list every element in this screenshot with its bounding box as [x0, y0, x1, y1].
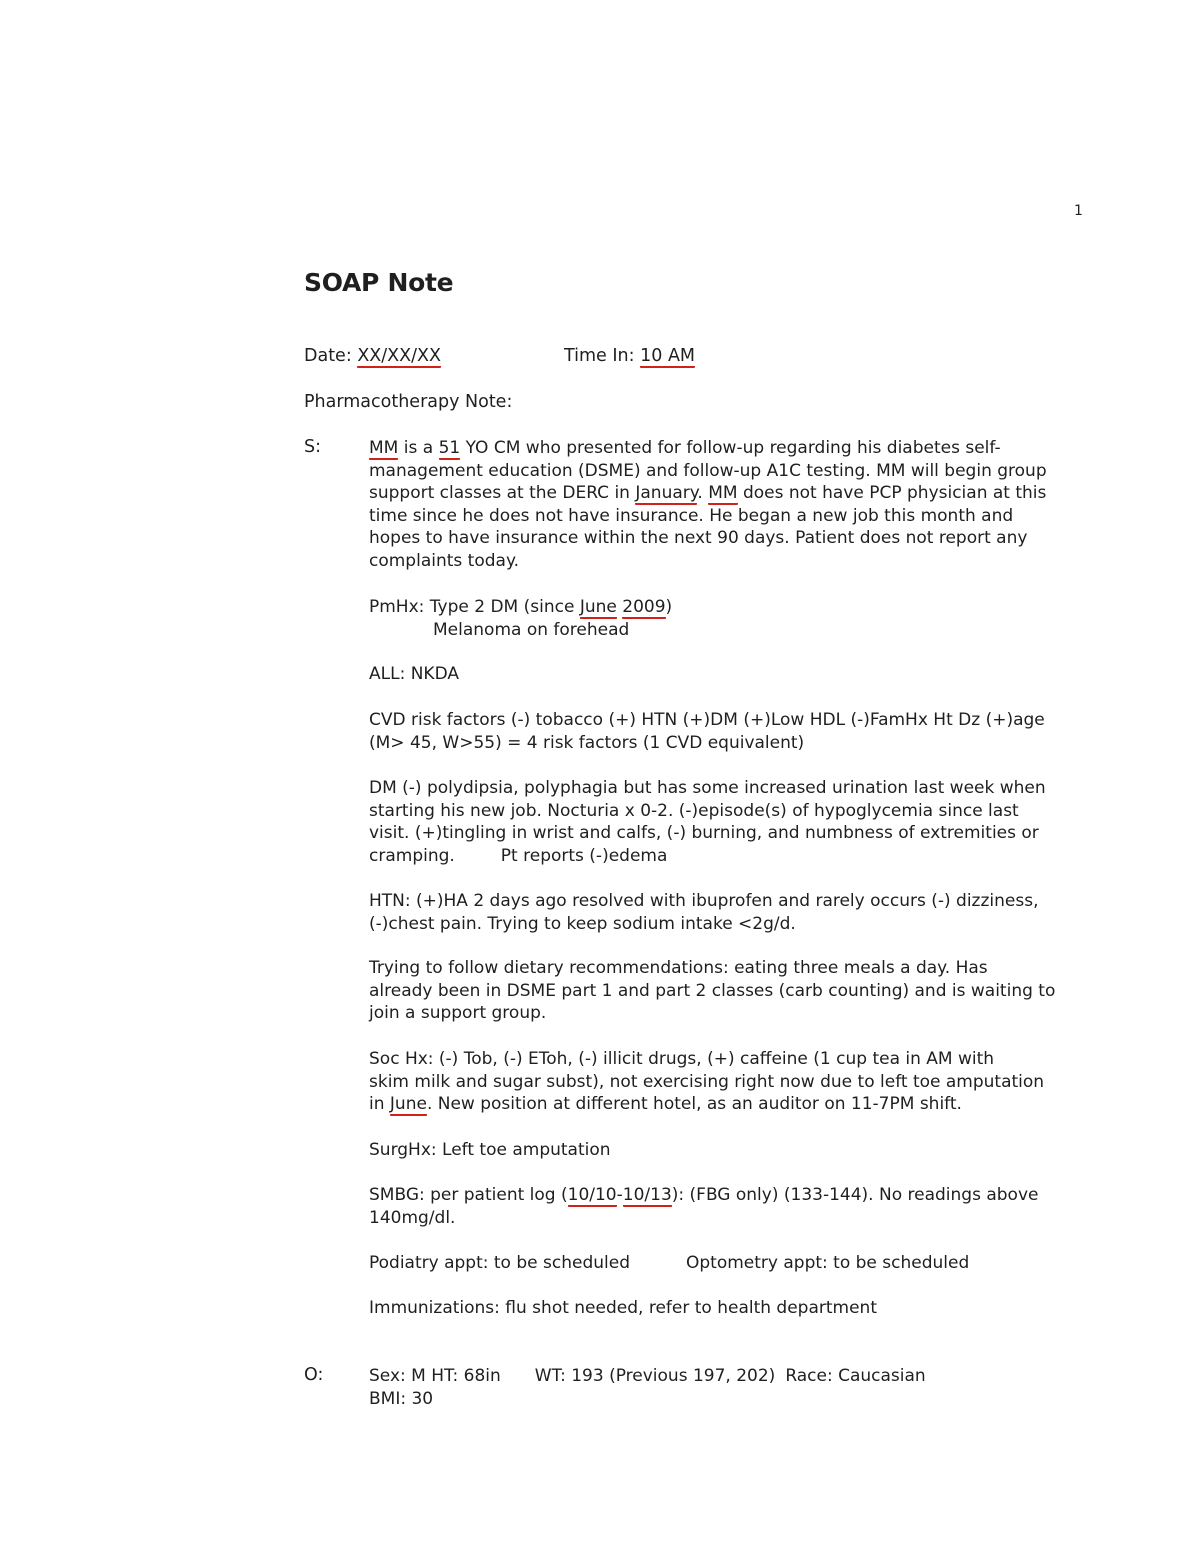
surgical-history: SurgHx: Left toe amputation — [369, 1140, 611, 1160]
appointments — [369, 1252, 1089, 1275]
social-history-block: Soc Hx: (-) Tob, (-) EToh, (-) illicit drugs, (+) caffeine (1 cup tea in AM with skim milk and sugar subst), not exercising right now due to left toe amputation in June. New position at different hotel, as an auditor on 11-7PM shift. — [369, 1049, 1045, 1114]
objective-label: O: — [304, 1365, 324, 1385]
smbg-end-date: 10/13 — [622, 1185, 672, 1205]
note-type: Pharmacotherapy Note: — [304, 392, 513, 412]
weight: WT: 193 (Previous 197, 202) — [534, 1366, 776, 1386]
page-number: 1 — [1074, 203, 1083, 219]
podiatry-appt: Podiatry appt: to be scheduled — [369, 1253, 630, 1273]
date-value: XX/XX/XX — [357, 346, 442, 366]
smbg-start-date: 10/10 — [567, 1185, 617, 1205]
dm-block: DM (-) polydipsia, polyphagia but has some increased urination last week when starting his new job. Nocturia x 0-2. (-)episode(s) of hypoglycemia since last visit. (+)tingling in wrist and calfs, (-) burning, and numbness of extremities or cramping. Pt reports (-)edema — [369, 778, 1046, 866]
race: Race: Caucasian — [785, 1366, 926, 1386]
time-label: Time In: — [564, 346, 635, 366]
time-value: 10 AM — [640, 346, 696, 366]
subjective-intro: MM is a 51 YO CM who presented for follow-up regarding his diabetes self- management education (DSME) and follow-up A1C testing. MM will begin group support classes at the DERC in January. MM does not have PCP physician at this time since he does not have insurance. He began a new job this month and hopes to have insurance within the next 90 days. Patient does not report any complaints today. — [369, 438, 1047, 571]
patient-initials-2: MM — [708, 483, 738, 503]
patient-initials: MM — [369, 438, 399, 458]
time-field — [564, 346, 695, 366]
htn-block: HTN: (+)HA 2 days ago resolved with ibuprofen and rarely occurs (-) dizziness, (-)chest pain. Trying to keep sodium intake <2g/d. — [369, 891, 1039, 934]
objective-block — [369, 1365, 1089, 1410]
diet-block: Trying to follow dietary recommendations: eating three meals a day. Has already been in DSME part 1 and part 2 classes (carb counting) and is waiting to join a support group. — [369, 958, 1056, 1023]
subjective-label: S: — [304, 437, 322, 457]
month-january: January — [635, 483, 698, 503]
date-label: Date: — [304, 346, 352, 366]
patient-age: 51 — [438, 438, 461, 458]
soc-month: June — [389, 1094, 427, 1114]
pmhx-year: 2009 — [622, 597, 666, 617]
sex-height: Sex: M HT: 68in — [369, 1366, 501, 1386]
smbg-block: SMBG: per patient log (10/10-10/13): (FBG only) (133-144). No readings above 140mg/dl. — [369, 1185, 1039, 1228]
immunizations: Immunizations: flu shot needed, refer to health department — [369, 1298, 877, 1318]
cvd-risk-block: CVD risk factors (-) tobacco (+) HTN (+)DM (+)Low HDL (-)FamHx Ht Dz (+)age (M> 45, W>55) = 4 risk factors (1 CVD equivalent) — [369, 710, 1045, 753]
pmhx-block: PmHx: Type 2 DM (since June 2009) Melanoma on forehead — [369, 597, 673, 640]
date-field — [304, 346, 441, 366]
page-title: SOAP Note — [304, 268, 454, 297]
bmi: BMI: 30 — [369, 1388, 434, 1409]
pmhx-month: June — [579, 597, 617, 617]
allergies: ALL: NKDA — [369, 664, 459, 684]
optometry-appt: Optometry appt: to be scheduled — [686, 1253, 970, 1273]
